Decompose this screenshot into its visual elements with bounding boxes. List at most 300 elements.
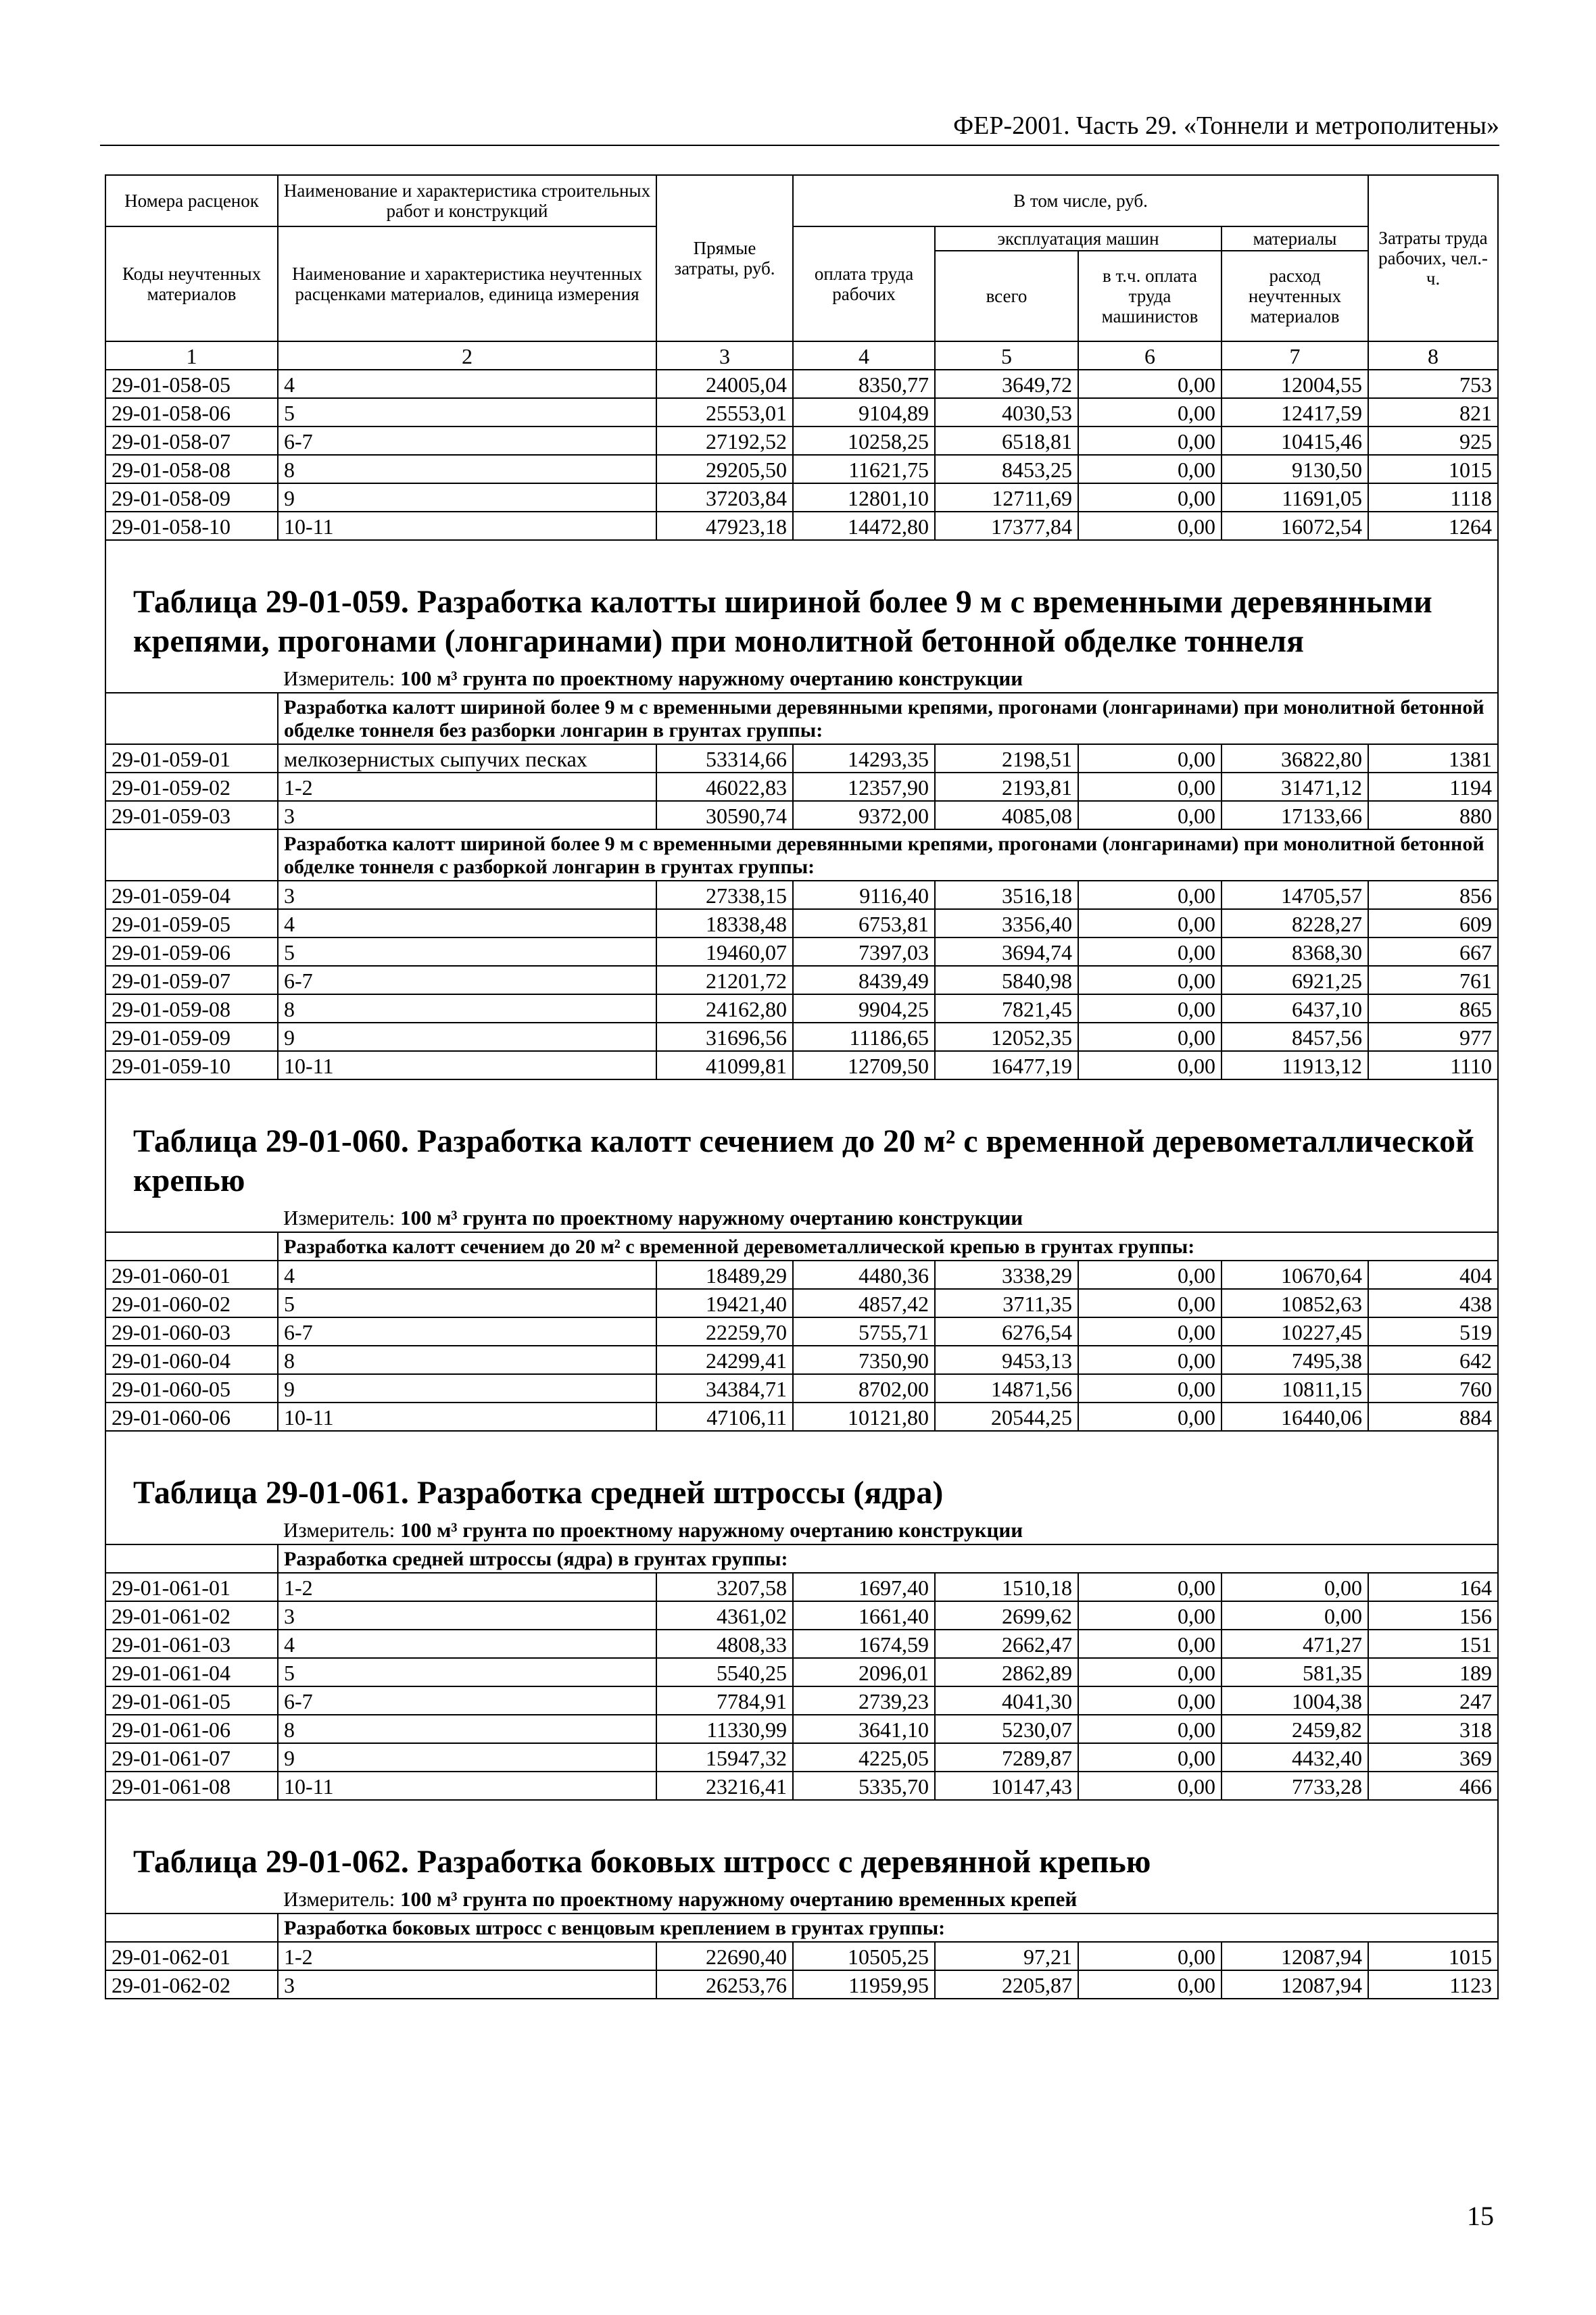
subheader-row [105,1232,1498,1261]
direct-costs: 24299,41 [656,1346,793,1374]
machinist-wage: 0,00 [1078,455,1222,483]
worker-wage: 1697,40 [793,1573,935,1601]
soil-group: 8 [278,1715,656,1743]
rate-code: 29-01-060-02 [105,1289,278,1317]
table-title-row [105,573,1498,664]
header-name-top: Наименование и характеристика строительных работ и конструкций [278,175,656,226]
table-row [105,1289,1498,1317]
subheader-row [105,829,1498,881]
subheader-row [105,1544,1498,1573]
machine-total: 5840,98 [935,966,1078,994]
machine-total: 3338,29 [935,1261,1078,1289]
worker-wage: 7397,03 [793,937,935,966]
table-row [105,801,1498,829]
machine-total: 17377,84 [935,512,1078,540]
labor-hours: 164 [1368,1573,1498,1601]
header-wage: оплата труда рабочих [793,226,935,341]
worker-wage: 14293,35 [793,744,935,773]
direct-costs: 26253,76 [656,1970,793,1999]
materials: 10415,46 [1222,427,1368,455]
direct-costs: 41099,81 [656,1051,793,1079]
direct-costs: 19421,40 [656,1289,793,1317]
meter-indent [105,1515,278,1544]
rate-code: 29-01-061-08 [105,1772,278,1800]
table-title-row [105,1113,1498,1203]
direct-costs: 27338,15 [656,881,793,909]
header-materials-use: расход неучтенных материалов [1222,251,1368,341]
rate-code: 29-01-058-08 [105,455,278,483]
soil-group: 4 [278,370,656,398]
rate-code: 29-01-062-01 [105,1942,278,1970]
machinist-wage: 0,00 [1078,1970,1222,1999]
materials: 8457,56 [1222,1023,1368,1051]
header-direct-costs: Прямые затраты, руб. [656,175,793,341]
rate-code: 29-01-058-10 [105,512,278,540]
worker-wage: 9372,00 [793,801,935,829]
machine-total: 8453,25 [935,455,1078,483]
table-row [105,1346,1498,1374]
labor-hours: 977 [1368,1023,1498,1051]
worker-wage: 5755,71 [793,1317,935,1346]
direct-costs: 22690,40 [656,1942,793,1970]
rate-code: 29-01-059-05 [105,909,278,937]
meter-text [278,1884,1498,1914]
direct-costs: 4361,02 [656,1601,793,1630]
machine-total: 9453,13 [935,1346,1078,1374]
table-title-number: Таблица 29-01-062. [133,1844,409,1880]
table-title-number: Таблица 29-01-060. [133,1123,409,1159]
soil-group: 9 [278,1374,656,1403]
materials: 7733,28 [1222,1772,1368,1800]
column-number: 5 [935,341,1078,370]
machinist-wage: 0,00 [1078,909,1222,937]
machinist-wage: 0,00 [1078,937,1222,966]
rate-code: 29-01-058-07 [105,427,278,455]
soil-group: 10-11 [278,512,656,540]
soil-group: 5 [278,937,656,966]
labor-hours: 609 [1368,909,1498,937]
meter-text [278,664,1498,693]
column-number-row [105,341,1498,370]
subheader-row [105,693,1498,744]
rate-code: 29-01-059-10 [105,1051,278,1079]
labor-hours: 438 [1368,1289,1498,1317]
materials: 16440,06 [1222,1403,1368,1431]
worker-wage: 1661,40 [793,1601,935,1630]
machine-total: 6518,81 [935,427,1078,455]
table-title-number: Таблица 29-01-059. [133,584,409,620]
table-row [105,1403,1498,1431]
table-row [105,370,1498,398]
table-row [105,1970,1498,1999]
table-row [105,1601,1498,1630]
table-title [105,1464,1498,1515]
table-row [105,881,1498,909]
subheader-text: Разработка калотт шириной более 9 м с временными деревянными крепями, прогонами (лонгаринами) при монолитной бетонной обделке тоннеля с разборкой лонгарин в грунтах группы: [278,829,1498,881]
direct-costs: 47923,18 [656,512,793,540]
spacer-cell [105,1079,1498,1113]
subheader-text: Разработка калотт сечением до 20 м² с временной деревометаллической крепью в грунтах группы: [278,1232,1498,1261]
labor-hours: 1015 [1368,1942,1498,1970]
machinist-wage: 0,00 [1078,1630,1222,1658]
table-row [105,483,1498,512]
direct-costs: 5540,25 [656,1658,793,1686]
meter-text [278,1515,1498,1544]
meter-row [105,664,1498,693]
direct-costs: 53314,66 [656,744,793,773]
worker-wage: 6753,81 [793,909,935,937]
soil-group: 4 [278,909,656,937]
materials: 581,35 [1222,1658,1368,1686]
worker-wage: 10505,25 [793,1942,935,1970]
labor-hours: 369 [1368,1743,1498,1772]
machinist-wage: 0,00 [1078,1601,1222,1630]
meter-value: 100 м³ грунта по проектному наружному очертанию конструкции [400,666,1023,690]
subheader-row [105,1914,1498,1942]
table-title-text: Разработка средней штроссы (ядра) [416,1475,944,1511]
machinist-wage: 0,00 [1078,1403,1222,1431]
direct-costs: 21201,72 [656,966,793,994]
worker-wage: 12801,10 [793,483,935,512]
labor-hours: 1123 [1368,1970,1498,1999]
direct-costs: 11330,99 [656,1715,793,1743]
machine-total: 4085,08 [935,801,1078,829]
meter-value: 100 м³ грунта по проектному наружному очертанию временных крепей [400,1887,1078,1911]
materials: 0,00 [1222,1601,1368,1630]
header-number-top: Номера расценок [105,175,278,226]
machinist-wage: 0,00 [1078,744,1222,773]
machine-total: 3516,18 [935,881,1078,909]
worker-wage: 12709,50 [793,1051,935,1079]
rate-code: 29-01-060-05 [105,1374,278,1403]
header-machines: эксплуатация машин [935,226,1222,251]
machinist-wage: 0,00 [1078,1942,1222,1970]
materials: 17133,66 [1222,801,1368,829]
table-row [105,1686,1498,1715]
materials: 9130,50 [1222,455,1368,483]
machine-total: 4041,30 [935,1686,1078,1715]
column-number: 6 [1078,341,1222,370]
column-number: 7 [1222,341,1368,370]
soil-group: 10-11 [278,1403,656,1431]
rate-code: 29-01-061-01 [105,1573,278,1601]
meter-label: Измеритель: [283,1887,395,1911]
materials: 16072,54 [1222,512,1368,540]
machinist-wage: 0,00 [1078,881,1222,909]
table-row [105,1715,1498,1743]
soil-group: 8 [278,1346,656,1374]
labor-hours: 856 [1368,881,1498,909]
direct-costs: 31696,56 [656,1023,793,1051]
subheader-text: Разработка средней штроссы (ядра) в грунтах группы: [278,1544,1498,1573]
machinist-wage: 0,00 [1078,1289,1222,1317]
table-row [105,1658,1498,1686]
table-row [105,1374,1498,1403]
subheader-text: Разработка калотт шириной более 9 м с временными деревянными крепями, прогонами (лонгаринами) при монолитной бетонной обделке тоннеля без разборки лонгарин в грунтах группы: [278,693,1498,744]
table-row [105,1630,1498,1658]
worker-wage: 9116,40 [793,881,935,909]
machine-total: 20544,25 [935,1403,1078,1431]
machinist-wage: 0,00 [1078,994,1222,1023]
machine-total: 2193,81 [935,773,1078,801]
materials: 12004,55 [1222,370,1368,398]
materials: 8368,30 [1222,937,1368,966]
rate-code: 29-01-061-04 [105,1658,278,1686]
table-row [105,744,1498,773]
worker-wage: 7350,90 [793,1346,935,1374]
labor-hours: 1110 [1368,1051,1498,1079]
column-number: 1 [105,341,278,370]
meter-row [105,1884,1498,1914]
materials: 1004,38 [1222,1686,1368,1715]
running-header: ФЕР-2001. Часть 29. «Тоннели и метрополитены» [100,108,1499,146]
soil-group: 5 [278,1289,656,1317]
meter-label: Измеритель: [283,1206,395,1229]
direct-costs: 23216,41 [656,1772,793,1800]
subheader-code-cell [105,1232,278,1261]
direct-costs: 18489,29 [656,1261,793,1289]
materials: 10811,15 [1222,1374,1368,1403]
materials: 8228,27 [1222,909,1368,937]
machinist-wage: 0,00 [1078,966,1222,994]
table-row [105,1261,1498,1289]
rate-code: 29-01-061-07 [105,1743,278,1772]
page-number: 15 [1467,2201,1494,2231]
machine-total: 97,21 [935,1942,1078,1970]
materials: 12087,94 [1222,1942,1368,1970]
rate-code: 29-01-062-02 [105,1970,278,1999]
worker-wage: 10121,80 [793,1403,935,1431]
rate-code: 29-01-059-03 [105,801,278,829]
rate-code: 29-01-059-09 [105,1023,278,1051]
header-row-2 [105,226,1498,251]
worker-wage: 4480,36 [793,1261,935,1289]
rates-table [105,174,1499,1999]
table-row [105,1023,1498,1051]
direct-costs: 4808,33 [656,1630,793,1658]
materials: 10227,45 [1222,1317,1368,1346]
materials: 4432,40 [1222,1743,1368,1772]
table-title-row [105,1464,1498,1515]
subheader-code-cell [105,1914,278,1942]
rate-code: 29-01-061-05 [105,1686,278,1715]
machine-total: 4030,53 [935,398,1078,427]
soil-group: 6-7 [278,1317,656,1346]
rate-code: 29-01-061-03 [105,1630,278,1658]
labor-hours: 880 [1368,801,1498,829]
table-title-row [105,1833,1498,1884]
subheader-text: Разработка боковых штросс с венцовым креплением в грунтах группы: [278,1914,1498,1942]
worker-wage: 2096,01 [793,1658,935,1686]
direct-costs: 22259,70 [656,1317,793,1346]
direct-costs: 29205,50 [656,455,793,483]
header-name-bottom: Наименование и характеристика неучтенных расценками материалов, единица измерения [278,226,656,341]
table-title-text: Разработка калотт сечением до 20 м² с временной деревометаллической крепью [133,1123,1474,1198]
machinist-wage: 0,00 [1078,1374,1222,1403]
machinist-wage: 0,00 [1078,1743,1222,1772]
machinist-wage: 0,00 [1078,512,1222,540]
rate-code: 29-01-058-09 [105,483,278,512]
direct-costs: 24162,80 [656,994,793,1023]
worker-wage: 1674,59 [793,1630,935,1658]
labor-hours: 189 [1368,1658,1498,1686]
worker-wage: 8439,49 [793,966,935,994]
direct-costs: 24005,04 [656,370,793,398]
soil-group: 1-2 [278,1573,656,1601]
materials: 0,00 [1222,1573,1368,1601]
machinist-wage: 0,00 [1078,1261,1222,1289]
materials: 6921,25 [1222,966,1368,994]
meter-text [278,1203,1498,1232]
machinist-wage: 0,00 [1078,1023,1222,1051]
machinist-wage: 0,00 [1078,1051,1222,1079]
direct-costs: 47106,11 [656,1403,793,1431]
meter-value: 100 м³ грунта по проектному наружному очертанию конструкции [400,1518,1023,1542]
worker-wage: 11959,95 [793,1970,935,1999]
soil-group: 6-7 [278,966,656,994]
worker-wage: 12357,90 [793,773,935,801]
table-title [105,1833,1498,1884]
labor-hours: 247 [1368,1686,1498,1715]
header-including: В том числе, руб. [793,175,1368,226]
worker-wage: 9104,89 [793,398,935,427]
worker-wage: 8350,77 [793,370,935,398]
labor-hours: 884 [1368,1403,1498,1431]
section-spacer [105,1800,1498,1833]
rate-code: 29-01-059-06 [105,937,278,966]
direct-costs: 3207,58 [656,1573,793,1601]
direct-costs: 27192,52 [656,427,793,455]
machinist-wage: 0,00 [1078,1346,1222,1374]
rate-code: 29-01-058-05 [105,370,278,398]
table-row [105,909,1498,937]
table-row [105,398,1498,427]
labor-hours: 1194 [1368,773,1498,801]
machine-total: 3711,35 [935,1289,1078,1317]
soil-group: мелкозернистых сыпучих песках [278,744,656,773]
machine-total: 3649,72 [935,370,1078,398]
soil-group: 8 [278,455,656,483]
materials: 2459,82 [1222,1715,1368,1743]
machinist-wage: 0,00 [1078,1715,1222,1743]
machinist-wage: 0,00 [1078,398,1222,427]
spacer-cell [105,1431,1498,1464]
soil-group: 6-7 [278,427,656,455]
labor-hours: 1381 [1368,744,1498,773]
section-spacer [105,1079,1498,1113]
machine-total: 2699,62 [935,1601,1078,1630]
labor-hours: 1118 [1368,483,1498,512]
worker-wage: 14472,80 [793,512,935,540]
table-title [105,1113,1498,1203]
machinist-wage: 0,00 [1078,773,1222,801]
soil-group: 10-11 [278,1051,656,1079]
materials: 471,27 [1222,1630,1368,1658]
worker-wage: 9904,25 [793,994,935,1023]
direct-costs: 7784,91 [656,1686,793,1715]
subheader-code-cell [105,829,278,881]
rate-code: 29-01-059-04 [105,881,278,909]
header-materials: материалы [1222,226,1368,251]
soil-group: 1-2 [278,1942,656,1970]
table-title [105,573,1498,664]
subheader-code-cell [105,693,278,744]
materials: 12087,94 [1222,1970,1368,1999]
worker-wage: 11621,75 [793,455,935,483]
table-row [105,773,1498,801]
worker-wage: 4225,05 [793,1743,935,1772]
worker-wage: 4857,42 [793,1289,935,1317]
soil-group: 5 [278,398,656,427]
labor-hours: 753 [1368,370,1498,398]
direct-costs: 19460,07 [656,937,793,966]
table-row [105,1317,1498,1346]
machinist-wage: 0,00 [1078,1317,1222,1346]
header-labor: Затраты труда рабочих, чел.-ч. [1368,175,1498,341]
materials: 10670,64 [1222,1261,1368,1289]
soil-group: 10-11 [278,1772,656,1800]
header-row-1 [105,175,1498,226]
direct-costs: 30590,74 [656,801,793,829]
worker-wage: 8702,00 [793,1374,935,1403]
rate-code: 29-01-060-04 [105,1346,278,1374]
labor-hours: 761 [1368,966,1498,994]
materials: 31471,12 [1222,773,1368,801]
meter-row [105,1515,1498,1544]
table-row [105,512,1498,540]
worker-wage: 2739,23 [793,1686,935,1715]
machine-total: 7821,45 [935,994,1078,1023]
labor-hours: 466 [1368,1772,1498,1800]
direct-costs: 18338,48 [656,909,793,937]
table-row [105,994,1498,1023]
labor-hours: 821 [1368,398,1498,427]
soil-group: 9 [278,1023,656,1051]
direct-costs: 46022,83 [656,773,793,801]
machine-total: 5230,07 [935,1715,1078,1743]
machinist-wage: 0,00 [1078,801,1222,829]
table-row [105,937,1498,966]
soil-group: 9 [278,1743,656,1772]
meter-indent [105,1203,278,1232]
machine-total: 2862,89 [935,1658,1078,1686]
rate-code: 29-01-059-02 [105,773,278,801]
materials: 10852,63 [1222,1289,1368,1317]
machine-total: 6276,54 [935,1317,1078,1346]
spacer-cell [105,1800,1498,1833]
rate-code: 29-01-061-06 [105,1715,278,1743]
column-number: 4 [793,341,935,370]
table-row [105,1051,1498,1079]
labor-hours: 151 [1368,1630,1498,1658]
rate-code: 29-01-059-01 [105,744,278,773]
table-title-number: Таблица 29-01-061. [133,1475,409,1511]
rate-code: 29-01-061-02 [105,1601,278,1630]
materials: 12417,59 [1222,398,1368,427]
machinist-wage: 0,00 [1078,1573,1222,1601]
table-row [105,1942,1498,1970]
worker-wage: 10258,25 [793,427,935,455]
soil-group: 5 [278,1658,656,1686]
soil-group: 8 [278,994,656,1023]
machinist-wage: 0,00 [1078,427,1222,455]
soil-group: 3 [278,801,656,829]
machine-total: 3356,40 [935,909,1078,937]
machine-total: 14871,56 [935,1374,1078,1403]
labor-hours: 1264 [1368,512,1498,540]
section-spacer [105,540,1498,573]
machine-total: 7289,87 [935,1743,1078,1772]
